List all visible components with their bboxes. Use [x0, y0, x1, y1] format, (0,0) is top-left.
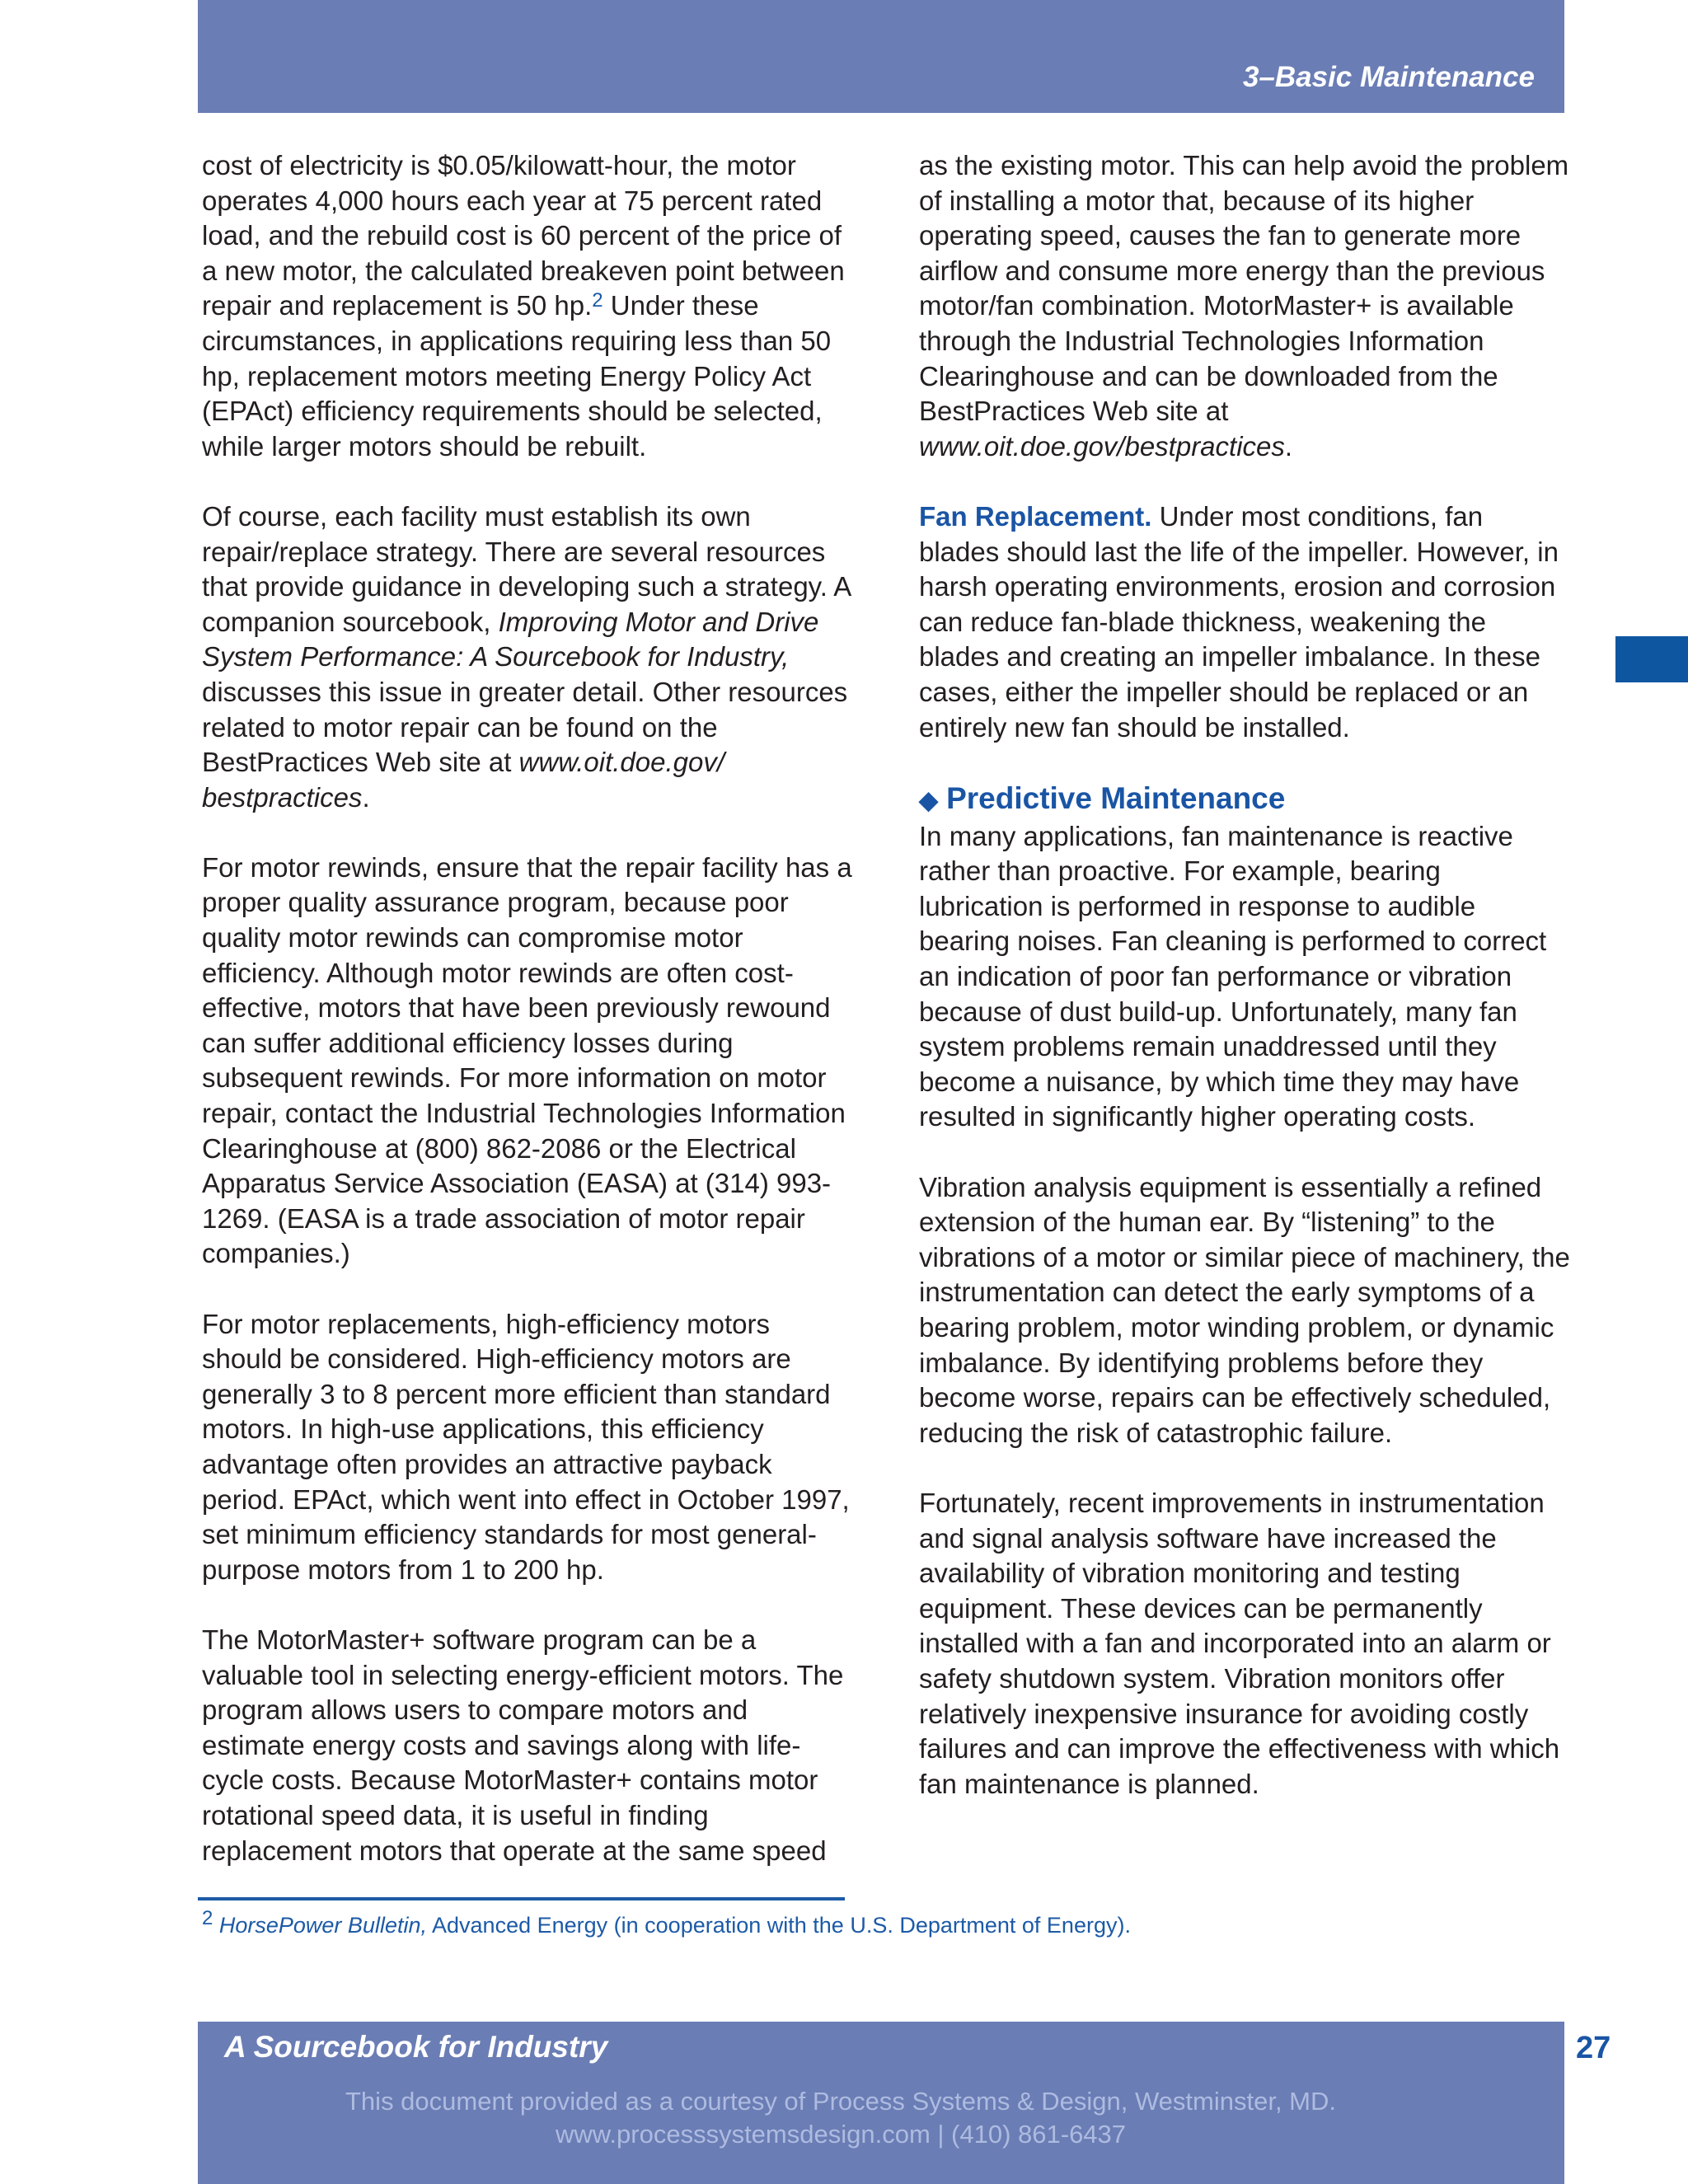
- paragraph-fan-replacement: [919, 499, 1570, 745]
- paragraph-text: cost of electricity is $0.05/kilowatt-hour, the motor operates 4,000 hours each year at 75 percent rated load, and the rebuild cost is 60 percent of the price of a new motor, the calculated breakeven point between repair and replacement is 50 hp.: [202, 150, 845, 321]
- header-band: [198, 0, 1564, 113]
- left-column: [202, 148, 853, 1868]
- footnote-publication: HorsePower Bulletin,: [218, 1913, 427, 1938]
- bestpractices-url[interactable]: www.oit.doe.gov/ bestpractices: [202, 747, 725, 813]
- paragraph-reactive-maintenance: In many applications, fan maintenance is reactive rather than proactive. For example, bearing lubrication is performed in response to audible bearing noises. Fan cleaning is performed to correct an indication of poor fan performance or vibration because of dust build-up. Unfortunately, many fan system problems remain unaddressed until they become a nuisance, by which time they may have resulted in significantly higher operating costs.: [919, 820, 1547, 1132]
- footnote-number: 2: [202, 1907, 213, 1929]
- footnote-ref[interactable]: 2: [592, 289, 603, 312]
- paragraph-vibration-analysis: Vibration analysis equipment is essentially a refined extension of the human ear. By “listening” to the vibrations of a motor or similar piece of machinery, the instrumentation can detect the early symptoms of a bearing problem, motor winding problem, or dynamic imbalance. By identifying problems before they become worse, repairs can be effectively scheduled, reducing the risk of catastrophic failure.: [919, 1171, 1570, 1448]
- paragraph-instrumentation: Fortunately, recent improvements in instrumentation and signal analysis software have increased the availability of vibration monitoring and testing equipment. These devices can be permanently installed with a fan and incorporated into an alarm or safety shutdown system. Vibration monitors offer relatively inexpensive insurance for avoiding costly failures and can improve the effectiveness with which fan maintenance is planned.: [919, 1487, 1560, 1799]
- diamond-bullet-icon: ◆: [919, 786, 939, 814]
- section-heading-text: Predictive Maintenance: [946, 780, 1286, 815]
- paragraph-motormaster-cont: [919, 148, 1570, 464]
- paragraph-text: .: [1284, 430, 1293, 462]
- fan-replacement-heading: Fan Replacement.: [919, 500, 1152, 532]
- courtesy-link[interactable]: www.processsystemsdesign.com | (410) 861-6437: [555, 2120, 1127, 2149]
- footnote-divider: [198, 1897, 845, 1900]
- page-number: 27: [1576, 2031, 1611, 2065]
- bestpractices-url[interactable]: www.oit.doe.gov/bestpractices: [919, 430, 1285, 462]
- paragraph-text: .: [362, 781, 370, 813]
- paragraph-breakeven: [202, 148, 853, 464]
- book-title: Improving Motor and Drive System Performance: A Sourcebook for Industry,: [202, 606, 819, 673]
- chapter-title: 3–Basic Maintenance: [1242, 61, 1535, 93]
- paragraph-motormaster: The MotorMaster+ software program can be a valuable tool in selecting energy-efficient motors. The program allows users to compare motors and estimate energy costs and savings along with life-cycle costs. Because MotorMaster+ contains motor rotational speed data, it is useful in finding replacement motors that operate at the same speed: [202, 1624, 844, 1866]
- section-heading-predictive-maintenance: [919, 780, 1570, 819]
- paragraph-text: Under these circumstances, in applications requiring less than 50 hp, replacement motors meeting Energy Policy Act (EPAct) efficiency requirements should be selected, while larger motors should be rebuilt.: [202, 290, 832, 462]
- right-column: [919, 148, 1570, 1802]
- paragraph-text: as the existing motor. This can help avoid the problem of installing a motor that, because of its higher operating speed, causes the fan to generate more airflow and consume more energy than the previous motor/fan combination. MotorMaster+ is available through the Industrial Technologies Information Clearinghouse and can be downloaded from the BestPractices Web site at: [919, 150, 1569, 427]
- paragraph-text: Under most conditions, fan blades should last the life of the impeller. However, in harsh operating environments, erosion and corrosion can reduce fan-blade thickness, weakening the blades and creating an impeller imbalance. In these cases, either the impeller should be replaced or an entirely new fan should be installed.: [919, 500, 1559, 743]
- paragraph-text: Of course, each facility must establish its own repair/replace strategy. There are several resources that provide guidance in developing such a strategy. A companion sourcebook,: [202, 500, 851, 637]
- paragraph-motor-rewinds: For motor rewinds, ensure that the repair facility has a proper quality assurance program, because poor quality motor rewinds can compromise motor efficiency. Although motor rewinds are often cost-effective, motors that have been previously rewound can suffer additional efficiency losses during subsequent rewinds. For more information on motor repair, contact the Industrial Technologies Information Clearinghouse at (800) 862-2086 or the Electrical Apparatus Service Association (EASA) at (314) 993-1269. (EASA is a trade association of motor repair companies.): [202, 851, 852, 1269]
- courtesy-line: This document provided as a courtesy of Process Systems & Design, Westminster, MD.: [345, 2087, 1336, 2116]
- footer-band: [198, 2022, 1564, 2184]
- paragraph-text: discusses this issue in greater detail. Other resources related to motor repair can be found on the BestPractices Web site at: [202, 676, 848, 778]
- footnote: [202, 1907, 1521, 1940]
- paragraph-motor-replacements: For motor replacements, high-efficiency motors should be considered. High-efficiency motors are generally 3 to 8 percent more efficient than standard motors. In high-use applications, this efficiency advantage often provides an attractive payback period. EPAct, which went into effect in October 1997, set minimum efficiency standards for most general-purpose motors from 1 to 200 hp.: [202, 1308, 850, 1585]
- footer-title: A Sourcebook for Industry: [224, 2030, 608, 2064]
- paragraph-repair-strategy: [202, 499, 853, 815]
- footnote-text: Advanced Energy (in cooperation with the U.S. Department of Energy).: [427, 1913, 1131, 1938]
- chapter-side-tab: [1615, 636, 1688, 682]
